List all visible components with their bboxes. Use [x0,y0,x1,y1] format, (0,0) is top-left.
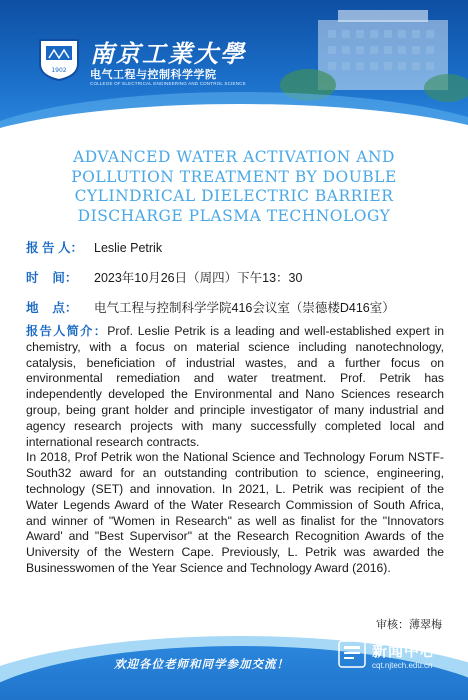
college-name-english: COLLEGE OF ELECTRICAL ENGINEERING AND CONTROL SCIENCE [90,81,246,86]
speaker-bio [26,324,444,577]
bio-label: 报告人简介： [26,324,108,338]
bio-paragraph [26,324,444,450]
college-name: 电气工程与控制科学学院 [90,69,217,81]
lecture-title [30,148,438,226]
time-label: 时 间： [26,271,78,285]
speaker-value: Leslie Petrik [94,241,163,255]
place-value: 电气工程与控制科学学院416会议室（崇德楼D416室） [94,301,395,315]
welcome-slogan: 欢迎各位老师和同学参加交流！ [114,657,289,671]
time-row [26,268,446,286]
reviewer-note: 审核：薄翠梅 [376,619,442,631]
speaker-row [26,238,446,256]
title-line: CYLINDRICAL DIELECTRIC BARRIER [74,187,394,205]
title-line: POLLUTION TREATMENT BY DOUBLE [71,167,397,186]
place-row [26,298,446,316]
news-center-logo-icon [338,640,366,668]
title-line: ADVANCED WATER ACTIVATION AND [73,148,395,166]
university-logo-icon [36,36,82,82]
svg-text:1902: 1902 [51,67,67,74]
news-center-url: cqt.njtech.edu.cn [372,661,433,670]
bio-text: Prof. Leslie Petrik is a leading and well-established expert in chemistry, with a focus on material science including nanotechnology, catalysis, beneficiation of industrial wastes, and a further focus on environmental remediation and water treatment. Prof. Petrik has independently developed the Environmental and Nano Sciences research group, being grant holder and principle investigator of many industrial and agency research projects with many successfully completed local and international research contracts. [26,324,445,449]
bio-paragraph: In 2018, Prof Petrik won the National Science and Technology Forum NSTF-South32 award for an outstanding contribution to science, engineering, technology (SET) and innovation. In 2021, L. Petrik was recipient of the Water Legends Award of the Water Research Commission of South Africa, and winner of "Women in Research" as well as finalist for the "Innovators Award' and "Best Supervisor" at the Research Recognition Awards of the University of the Western Cape. Previously, L. Petrik was awarded the Businesswomen of the Year Science and Technology Award (2016). [26,450,444,575]
university-name: 南京工業大學 [90,39,246,68]
news-center-title: 新闻中心 [372,643,437,660]
speaker-label: 报 告 人： [26,241,83,255]
time-value: 2023年10月26日（周四）下午13：30 [94,271,303,285]
place-label: 地 点： [26,301,78,315]
title-line: DISCHARGE PLASMA TECHNOLOGY [77,206,391,225]
